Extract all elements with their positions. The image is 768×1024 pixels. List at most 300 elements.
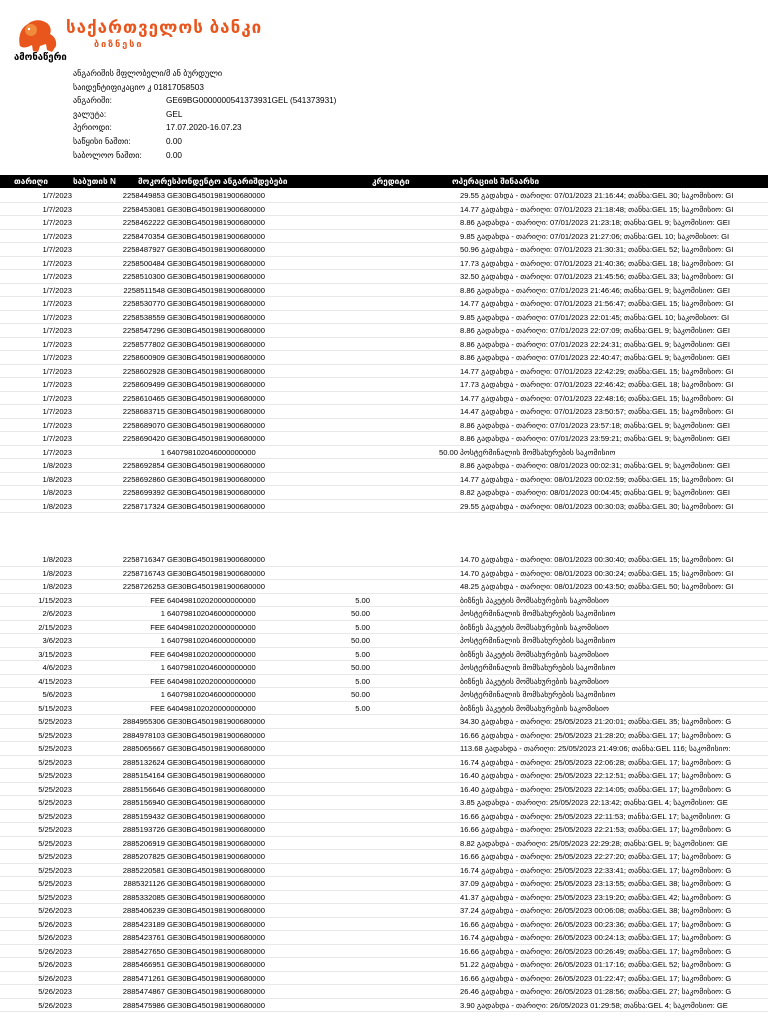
table-row	[0, 958, 768, 972]
description-cell: 50.96 გადახდა - თარიღი: 07/01/2023 21:30:31; თანხა:GEL 52; საკომისიო: GI	[460, 245, 734, 254]
doc-number-cell: 2258610465	[122, 393, 165, 403]
description-cell: 8.82 გადახდა - თარიღი: 25/05/2023 22:29:28; თანხა:GEL 9; საკომისიო: GE	[460, 838, 728, 848]
table-row	[0, 216, 768, 230]
account-cell: GE30BG4501981900680000	[167, 326, 265, 335]
doc-number-cell: 2885154164	[122, 771, 165, 780]
doc-number-cell: FEE	[150, 649, 165, 659]
doc-number-cell: 1	[160, 609, 165, 618]
description-cell: 14.77 გადახდა - თარიღი: 08/01/2023 00:02:59; თანხა:GEL 15; საკომისიო: GI	[460, 474, 734, 484]
table-row	[0, 918, 768, 932]
date-cell: 5/25/2023	[38, 744, 72, 753]
account-cell: 640798102046000000000	[167, 636, 256, 645]
table-row	[0, 257, 768, 271]
table-row	[0, 500, 768, 514]
account-cell: GE30BG4501981900680000	[167, 258, 265, 268]
info-label: პერიოდი:	[73, 123, 112, 133]
date-cell: 5/25/2023	[38, 757, 72, 767]
description-cell: 14.77 გადახდა - თარიღი: 07/01/2023 22:42:29; თანხა:GEL 15; საკომისიო: GI	[460, 366, 734, 376]
account-cell: GE30BG4501981900680000	[167, 366, 265, 376]
col-corr-header: მოკორესპონდენტო ანგარიშდებები	[138, 177, 288, 186]
description-cell: 16.66 გადახდა - თარიღი: 25/05/2023 22:27:20; თანხა:GEL 17; საკომისიო: G	[460, 852, 732, 861]
date-cell: 1/8/2023	[42, 501, 72, 511]
table-row	[0, 931, 768, 945]
doc-number-cell: 2258692860	[122, 474, 165, 484]
date-cell: 5/25/2023	[38, 771, 72, 780]
account-cell: GE30BG4501981900680000	[167, 744, 265, 753]
date-cell: 3/6/2023	[42, 636, 72, 645]
table-row	[0, 702, 768, 716]
account-cell: GE30BG4501981900680000	[167, 218, 265, 227]
date-cell: 1/7/2023	[42, 312, 72, 322]
date-cell: 1/7/2023	[42, 326, 72, 335]
description-cell: ბიზნეს პაკეტის მომსახურების საკომისიო	[460, 703, 609, 713]
doc-number-cell: 2258462222	[122, 218, 165, 227]
description-cell: 17.73 გადახდა - თარიღი: 07/01/2023 22:46:42; თანხა:GEL 18; საკომისიო: GI	[460, 380, 734, 389]
table-row	[0, 594, 768, 608]
table-row	[0, 230, 768, 244]
date-cell: 5/25/2023	[38, 784, 72, 794]
description-cell: 9.85 გადახდა - თარიღი: 07/01/2023 21:27:06; თანხა:GEL 10; საკომისიო: GI	[460, 231, 730, 241]
description-cell: ბიზნეს პაკეტის მომსახურების საკომისიო	[460, 676, 609, 686]
doc-number-cell: 2258716347	[122, 555, 165, 564]
description-cell: 32.50 გადახდა - თარიღი: 07/01/2023 21:45:56; თანხა:GEL 33; საკომისიო: GI	[460, 272, 734, 281]
description-cell: 41.37 გადახდა - თარიღი: 25/05/2023 23:19:20; თანხა:GEL 42; საკომისიო: G	[460, 892, 732, 902]
description-cell: 8.86 გადახდა - თარიღი: 07/01/2023 22:24:31; თანხა:GEL 9; საკომისიო: GEI	[460, 339, 730, 349]
account-cell: GE30BG4501981900680000	[167, 312, 265, 322]
doc-number-cell: 2885156940	[122, 798, 165, 807]
date-cell: 1/7/2023	[42, 191, 72, 200]
table-row	[0, 715, 768, 729]
description-cell: 3.90 გადახდა - თარიღი: 26/05/2023 01:29:58; თანხა:GEL 4; საკომისიო: GE	[460, 1000, 728, 1010]
debit-cell: 5.00	[355, 703, 370, 713]
doc-number-cell: 2258717324	[122, 501, 165, 511]
account-cell: 640798102046000000000	[167, 663, 256, 672]
doc-number-cell: 1	[160, 663, 165, 672]
date-cell: 1/7/2023	[42, 366, 72, 376]
account-cell: 640498102020000000000	[167, 622, 256, 632]
description-cell: 14.77 გადახდა - თარიღი: 07/01/2023 21:56:47; თანხა:GEL 15; საკომისიო: GI	[460, 299, 734, 308]
col-date-header: თარიღი	[14, 177, 48, 186]
doc-number-cell: 2258547296	[122, 326, 165, 335]
account-cell: GE30BG4501981900680000	[167, 987, 265, 996]
account-cell: GE30BG4501981900680000	[167, 960, 265, 969]
date-cell: 2/6/2023	[42, 609, 72, 618]
info-value: GEL	[166, 109, 183, 119]
account-cell: GE30BG4501981900680000	[167, 393, 265, 403]
doc-number-cell: 2885193726	[122, 825, 165, 834]
doc-number-cell: 2885423189	[122, 919, 165, 929]
date-cell: 1/8/2023	[42, 568, 72, 578]
doc-number-cell: 2258577802	[122, 339, 165, 349]
table-row	[0, 823, 768, 837]
date-cell: 5/26/2023	[38, 933, 72, 942]
account-cell: GE30BG4501981900680000	[167, 204, 265, 214]
col-credit-header: კრედიტი	[372, 177, 410, 186]
account-cell: 640798102046000000000	[167, 447, 256, 457]
doc-number-cell: 2258600909	[122, 353, 165, 362]
description-cell: ბიზნეს პაკეტის მომსახურების საკომისიო	[460, 649, 609, 659]
account-cell: 640498102020000000000	[167, 595, 256, 605]
date-cell: 5/25/2023	[38, 730, 72, 740]
date-cell: 1/7/2023	[42, 353, 72, 362]
date-cell: 4/6/2023	[42, 663, 72, 672]
table-row	[0, 392, 768, 406]
debit-cell: 50.00	[350, 609, 370, 618]
doc-number-cell: 2258449853	[122, 191, 165, 200]
account-cell: GE30BG4501981900680000	[167, 568, 265, 578]
doc-number-cell: 2885406239	[122, 906, 165, 915]
table-row	[0, 972, 768, 986]
account-cell: GE30BG4501981900680000	[167, 299, 265, 308]
description-cell: 16.74 გადახდა - თარიღი: 25/05/2023 22:33:41; თანხა:GEL 17; საკომისიო: G	[460, 865, 732, 875]
info-value: 0.00	[166, 136, 182, 146]
doc-number-cell: 2885427650	[122, 946, 165, 956]
table-row	[0, 338, 768, 352]
table-row	[0, 783, 768, 797]
table-row	[0, 877, 768, 891]
description-cell: 14.70 გადახდა - თარიღი: 08/01/2023 00:30:40; თანხა:GEL 15; საკომისიო: GI	[460, 555, 734, 564]
description-cell: 16.66 გადახდა - თარიღი: 26/05/2023 00:23:36; თანხა:GEL 17; საკომისიო: G	[460, 919, 732, 929]
col-desc-header: ოპერაციის შინაარსი	[452, 177, 540, 186]
info-row-period	[73, 121, 336, 135]
table-row	[0, 688, 768, 702]
doc-number-cell: 2258602928	[122, 366, 165, 376]
doc-number-cell: 2258530770	[122, 299, 165, 308]
date-cell: 1/7/2023	[42, 434, 72, 443]
table-row	[0, 378, 768, 392]
doc-number-cell: 2258690420	[122, 434, 165, 443]
doc-number-cell: FEE	[150, 703, 165, 713]
table-row	[0, 661, 768, 675]
id-line: საიდენტიფიკაციო კ 01817058503	[73, 82, 204, 92]
doc-number-cell: 2885321126	[123, 879, 165, 888]
account-cell: GE30BG4501981900680000	[167, 474, 265, 484]
table-row	[0, 203, 768, 217]
date-cell: 4/15/2023	[38, 676, 72, 686]
table-row	[0, 621, 768, 635]
doc-number-cell: 2258726253	[122, 582, 165, 591]
account-cell: GE30BG4501981900680000	[167, 582, 265, 591]
date-cell: 5/25/2023	[38, 892, 72, 902]
table-row	[0, 243, 768, 257]
table-row	[0, 486, 768, 500]
doc-number-cell: 2258716743	[122, 568, 165, 578]
date-cell: 1/7/2023	[42, 407, 72, 416]
account-info	[73, 67, 336, 162]
table-row	[0, 999, 768, 1013]
description-cell: 8.86 გადახდა - თარიღი: 07/01/2023 21:46:46; თანხა:GEL 9; საკომისიო: GEI	[460, 285, 730, 295]
description-cell: 16.40 გადახდა - თარიღი: 25/05/2023 22:12:51; თანხა:GEL 17; საკომისიო: G	[460, 771, 732, 780]
description-cell: 8.86 გადახდა - თარიღი: 07/01/2023 22:40:47; თანხა:GEL 9; საკომისიო: GEI	[460, 353, 730, 362]
doc-number-cell: 2258510300	[122, 272, 165, 281]
account-cell: GE30BG4501981900680000	[167, 825, 265, 834]
table-row	[0, 648, 768, 662]
description-cell: 16.66 გადახდა - თარიღი: 25/05/2023 22:21:53; თანხა:GEL 17; საკომისიო: G	[460, 825, 732, 834]
date-cell: 1/7/2023	[42, 299, 72, 308]
table-row	[0, 365, 768, 379]
date-cell: 1/7/2023	[42, 245, 72, 254]
account-cell: GE30BG4501981900680000	[167, 771, 265, 780]
doc-number-cell: 2885220581	[122, 865, 165, 875]
account-cell: GE30BG4501981900680000	[167, 191, 265, 200]
description-cell: 34.30 გადახდა - თარიღი: 25/05/2023 21:20:01; თანხა:GEL 35; საკომისიო: G	[460, 717, 732, 726]
account-cell: GE30BG4501981900680000	[167, 892, 265, 902]
description-cell: 37.24 გადახდა - თარიღი: 26/05/2023 00:06:08; თანხა:GEL 38; საკომისიო: G	[460, 906, 732, 915]
table-row	[0, 810, 768, 824]
info-row-closing-balance	[73, 149, 336, 163]
description-cell: 8.86 გადახდა - თარიღი: 07/01/2023 23:59:21; თანხა:GEL 9; საკომისიო: GEI	[460, 434, 730, 443]
table-row	[0, 446, 768, 460]
description-cell: პოსტერმინალის მომსახურების საკომისიო	[460, 447, 616, 457]
date-cell: 5/25/2023	[38, 865, 72, 875]
doc-number-cell: 2258487927	[122, 245, 165, 254]
debit-cell: 50.00	[350, 663, 370, 672]
description-cell: 8.86 გადახდა - თარიღი: 08/01/2023 00:02:31; თანხა:GEL 9; საკომისიო: GEI	[460, 461, 730, 470]
description-cell: პოსტერმინალის მომსახურების საკომისიო	[460, 690, 616, 699]
table-row	[0, 634, 768, 648]
doc-number-cell: FEE	[150, 622, 165, 632]
date-cell: 5/26/2023	[38, 919, 72, 929]
transactions-block-a	[0, 189, 768, 513]
account-cell: GE30BG4501981900680000	[167, 461, 265, 470]
table-row	[0, 351, 768, 365]
table-header	[0, 175, 768, 188]
doc-number-cell: 2885156646	[122, 784, 165, 794]
date-cell: 1/7/2023	[42, 393, 72, 403]
doc-number-cell: 2258500484	[122, 258, 165, 268]
doc-number-cell: 2885475986	[122, 1000, 165, 1010]
description-cell: 16.74 გადახდა - თარიღი: 26/05/2023 00:24:13; თანხა:GEL 17; საკომისიო: G	[460, 933, 732, 942]
table-row	[0, 580, 768, 594]
description-cell: 16.66 გადახდა - თარიღი: 26/05/2023 01:22:47; თანხა:GEL 17; საკომისიო: G	[460, 973, 732, 983]
date-cell: 1/8/2023	[42, 555, 72, 564]
date-cell: 2/15/2023	[38, 622, 72, 632]
account-cell: GE30BG4501981900680000	[167, 555, 265, 564]
bank-name: საქართველოს ბანკი	[66, 18, 263, 37]
description-cell: 16.66 გადახდა - თარიღი: 25/05/2023 22:11:53; თანხა:GEL 17; საკომისიო: G	[460, 811, 731, 821]
account-cell: GE30BG4501981900680000	[167, 272, 265, 281]
table-row	[0, 945, 768, 959]
description-cell: 8.82 გადახდა - თარიღი: 08/01/2023 00:04:45; თანხა:GEL 9; საკომისიო: GEI	[460, 488, 730, 497]
account-cell: GE30BG4501981900680000	[167, 865, 265, 875]
account-cell: GE30BG4501981900680000	[167, 380, 265, 389]
date-cell: 5/6/2023	[42, 690, 72, 699]
date-cell: 1/7/2023	[42, 285, 72, 295]
description-cell: 16.74 გადახდა - თარიღი: 25/05/2023 22:06:28; თანხა:GEL 17; საკომისიო: G	[460, 757, 732, 767]
date-cell: 1/7/2023	[42, 258, 72, 268]
account-cell: 640798102046000000000	[167, 609, 256, 618]
description-cell: 16.40 გადახდა - თარიღი: 25/05/2023 22:14:05; თანხა:GEL 17; საკომისიო: G	[460, 784, 732, 794]
account-cell: 640498102020000000000	[167, 649, 256, 659]
account-cell: GE30BG4501981900680000	[167, 757, 265, 767]
account-cell: GE30BG4501981900680000	[167, 407, 265, 416]
date-cell: 5/26/2023	[38, 1000, 72, 1010]
description-cell: 113.68 გადახდა - თარიღი: 25/05/2023 21:49:06; თანხა:GEL 116; საკომისიო:	[460, 744, 731, 753]
table-row	[0, 473, 768, 487]
doc-number-cell: 1	[160, 447, 165, 457]
date-cell: 5/25/2023	[38, 717, 72, 726]
doc-number-cell: FEE	[150, 676, 165, 686]
info-value: 17.07.2020-16.07.23	[166, 123, 242, 133]
debit-cell: 5.00	[355, 649, 370, 659]
doc-number-cell: 2258699392	[122, 488, 165, 497]
doc-number-cell: 2258511548	[123, 285, 165, 295]
date-cell: 1/7/2023	[42, 380, 72, 389]
account-cell: GE30BG4501981900680000	[167, 285, 265, 295]
debit-cell: 5.00	[355, 622, 370, 632]
table-row	[0, 405, 768, 419]
date-cell: 1/7/2023	[42, 272, 72, 281]
table-row	[0, 729, 768, 743]
account-cell: GE30BG4501981900680000	[167, 420, 265, 430]
info-value: 0.00	[166, 150, 182, 160]
date-cell: 5/26/2023	[38, 946, 72, 956]
description-cell: 37.09 გადახდა - თარიღი: 25/05/2023 23:13:55; თანხა:GEL 38; საკომისიო: G	[460, 879, 732, 888]
info-label: საბოლოო ნაშთი:	[73, 150, 142, 160]
table-row	[0, 864, 768, 878]
account-cell: GE30BG4501981900680000	[167, 838, 265, 848]
table-row	[0, 432, 768, 446]
date-cell: 5/25/2023	[38, 811, 72, 821]
doc-number-cell: 1	[160, 690, 165, 699]
description-cell: ბიზნეს პაკეტის მომსახურების საკომისიო	[460, 622, 609, 632]
account-cell: 640798102046000000000	[167, 690, 256, 699]
debit-cell: 5.00	[355, 595, 370, 605]
account-cell: 640498102020000000000	[167, 676, 256, 686]
lion-logo-icon	[14, 16, 60, 54]
table-row	[0, 284, 768, 298]
info-row-opening-balance	[73, 135, 336, 149]
doc-number-cell: 2885474867	[122, 987, 165, 996]
info-label: საწყისი ნაშთი:	[73, 136, 131, 146]
doc-number-cell: 2258538559	[122, 312, 165, 322]
date-cell: 1/7/2023	[42, 447, 72, 457]
date-cell: 1/7/2023	[42, 204, 72, 214]
doc-number-cell: 2885132624	[122, 757, 165, 767]
debit-cell: 50.00	[350, 636, 370, 645]
table-row	[0, 459, 768, 473]
account-cell: GE30BG4501981900680000	[167, 973, 265, 983]
description-cell: 14.77 გადახდა - თარიღი: 07/01/2023 22:48:16; თანხა:GEL 15; საკომისიო: GI	[460, 393, 734, 403]
description-cell: 8.86 გადახდა - თარიღი: 07/01/2023 22:07:09; თანხა:GEL 9; საკომისიო: GEI	[460, 326, 730, 335]
doc-number-cell: 2885159432	[122, 811, 165, 821]
description-cell: 8.86 გადახდა - თარიღი: 07/01/2023 23:57:18; თანხა:GEL 9; საკომისიო: GEI	[460, 420, 730, 430]
info-row-account	[73, 94, 336, 108]
date-cell: 5/26/2023	[38, 906, 72, 915]
doc-number-cell: 2885207825	[122, 852, 165, 861]
table-row	[0, 742, 768, 756]
date-cell: 5/25/2023	[38, 825, 72, 834]
account-cell: GE30BG4501981900680000	[167, 919, 265, 929]
doc-number-cell: FEE	[150, 595, 165, 605]
table-row	[0, 311, 768, 325]
doc-title: ამონაწერი	[14, 52, 67, 63]
date-cell: 1/7/2023	[42, 231, 72, 241]
doc-number-cell: 2885466951	[122, 960, 165, 969]
credit-cell: 50.00	[438, 447, 458, 457]
doc-number-cell: 2885332085	[122, 892, 165, 902]
table-row	[0, 904, 768, 918]
account-cell: GE30BG4501981900680000	[167, 946, 265, 956]
date-cell: 5/25/2023	[38, 838, 72, 848]
account-cell: GE30BG4501981900680000	[167, 730, 265, 740]
account-cell: GE30BG4501981900680000	[167, 798, 265, 807]
info-value: GE69BG0000000541373931GEL (541373931)	[166, 96, 337, 106]
date-cell: 1/15/2023	[38, 595, 72, 605]
description-cell: 9.85 გადახდა - თარიღი: 07/01/2023 22:01:45; თანხა:GEL 10; საკომისიო: GI	[460, 312, 730, 322]
description-cell: 29.55 გადახდა - თარიღი: 08/01/2023 00:30:03; თანხა:GEL 30; საკომისიო: GI	[460, 501, 734, 511]
account-cell: GE30BG4501981900680000	[167, 245, 265, 254]
account-cell: GE30BG4501981900680000	[167, 811, 265, 821]
description-cell: 51.22 გადახდა - თარიღი: 26/05/2023 01:17:16; თანხა:GEL 52; საკომისიო: G	[460, 960, 732, 969]
account-cell: GE30BG4501981900680000	[167, 434, 265, 443]
description-cell: 14.47 გადახდა - თარიღი: 07/01/2023 23:50:57; თანხა:GEL 15; საკომისიო: GI	[460, 407, 734, 416]
account-cell: GE30BG4501981900680000	[167, 339, 265, 349]
account-cell: GE30BG4501981900680000	[167, 1000, 265, 1010]
description-cell: 17.73 გადახდა - თარიღი: 07/01/2023 21:40:36; თანხა:GEL 18; საკომისიო: GI	[460, 258, 734, 268]
date-cell: 1/8/2023	[42, 488, 72, 497]
account-cell: GE30BG4501981900680000	[167, 906, 265, 915]
date-cell: 1/7/2023	[42, 339, 72, 349]
info-row-currency	[73, 108, 336, 122]
date-cell: 5/25/2023	[38, 879, 72, 888]
description-cell: 14.77 გადახდა - თარიღი: 07/01/2023 21:18:48; თანხა:GEL 15; საკომისიო: GI	[460, 204, 734, 214]
date-cell: 3/15/2023	[38, 649, 72, 659]
doc-number-cell: 2885471261	[122, 973, 165, 983]
date-cell: 1/7/2023	[42, 218, 72, 227]
date-cell: 5/26/2023	[38, 973, 72, 983]
table-row	[0, 297, 768, 311]
table-row	[0, 756, 768, 770]
description-cell: 29.55 გადახდა - თარიღი: 07/01/2023 21:16:44; თანხა:GEL 30; საკომისიო: GI	[460, 191, 734, 200]
account-cell: GE30BG4501981900680000	[167, 717, 265, 726]
doc-number-cell: 2258609499	[122, 380, 165, 389]
description-cell: 3.85 გადახდა - თარიღი: 25/05/2023 22:13:42; თანხა:GEL 4; საკომისიო: GE	[460, 798, 728, 807]
bank-sub: ბიზნესი	[94, 39, 144, 49]
table-row	[0, 324, 768, 338]
date-cell: 5/25/2023	[38, 852, 72, 861]
doc-number-cell: 2258689070	[122, 420, 165, 430]
description-cell: ბიზნეს პაკეტის მომსახურების საკომისიო	[460, 595, 609, 605]
doc-number-cell: 2258683715	[122, 407, 165, 416]
date-cell: 5/26/2023	[38, 960, 72, 969]
doc-number-cell: 2885423761	[122, 933, 165, 942]
table-row	[0, 567, 768, 581]
doc-number-cell: 2258453081	[122, 204, 165, 214]
description-cell: პოსტერმინალის მომსახურების საკომისიო	[460, 609, 616, 618]
account-cell: GE30BG4501981900680000	[167, 879, 265, 888]
date-cell: 1/7/2023	[42, 420, 72, 430]
description-cell: 26.46 გადახდა - თარიღი: 26/05/2023 01:28:56; თანხა:GEL 27; საკომისიო: G	[460, 987, 732, 996]
debit-cell: 5.00	[355, 676, 370, 686]
doc-number-cell: 2258470354	[122, 231, 165, 241]
table-row	[0, 837, 768, 851]
account-cell: GE30BG4501981900680000	[167, 852, 265, 861]
table-row	[0, 891, 768, 905]
col-doc-header: საბუთის N	[73, 177, 116, 186]
owner-line: ანგარიშის მფლობელი/მ ან ბურდული	[73, 69, 223, 78]
transactions-block-b	[0, 553, 768, 1012]
table-row	[0, 419, 768, 433]
account-cell: GE30BG4501981900680000	[167, 488, 265, 497]
table-row	[0, 270, 768, 284]
date-cell: 5/15/2023	[38, 703, 72, 713]
date-cell: 1/8/2023	[42, 474, 72, 484]
account-cell: 640498102020000000000	[167, 703, 256, 713]
table-row	[0, 675, 768, 689]
table-row	[0, 850, 768, 864]
account-cell: GE30BG4501981900680000	[167, 231, 265, 241]
